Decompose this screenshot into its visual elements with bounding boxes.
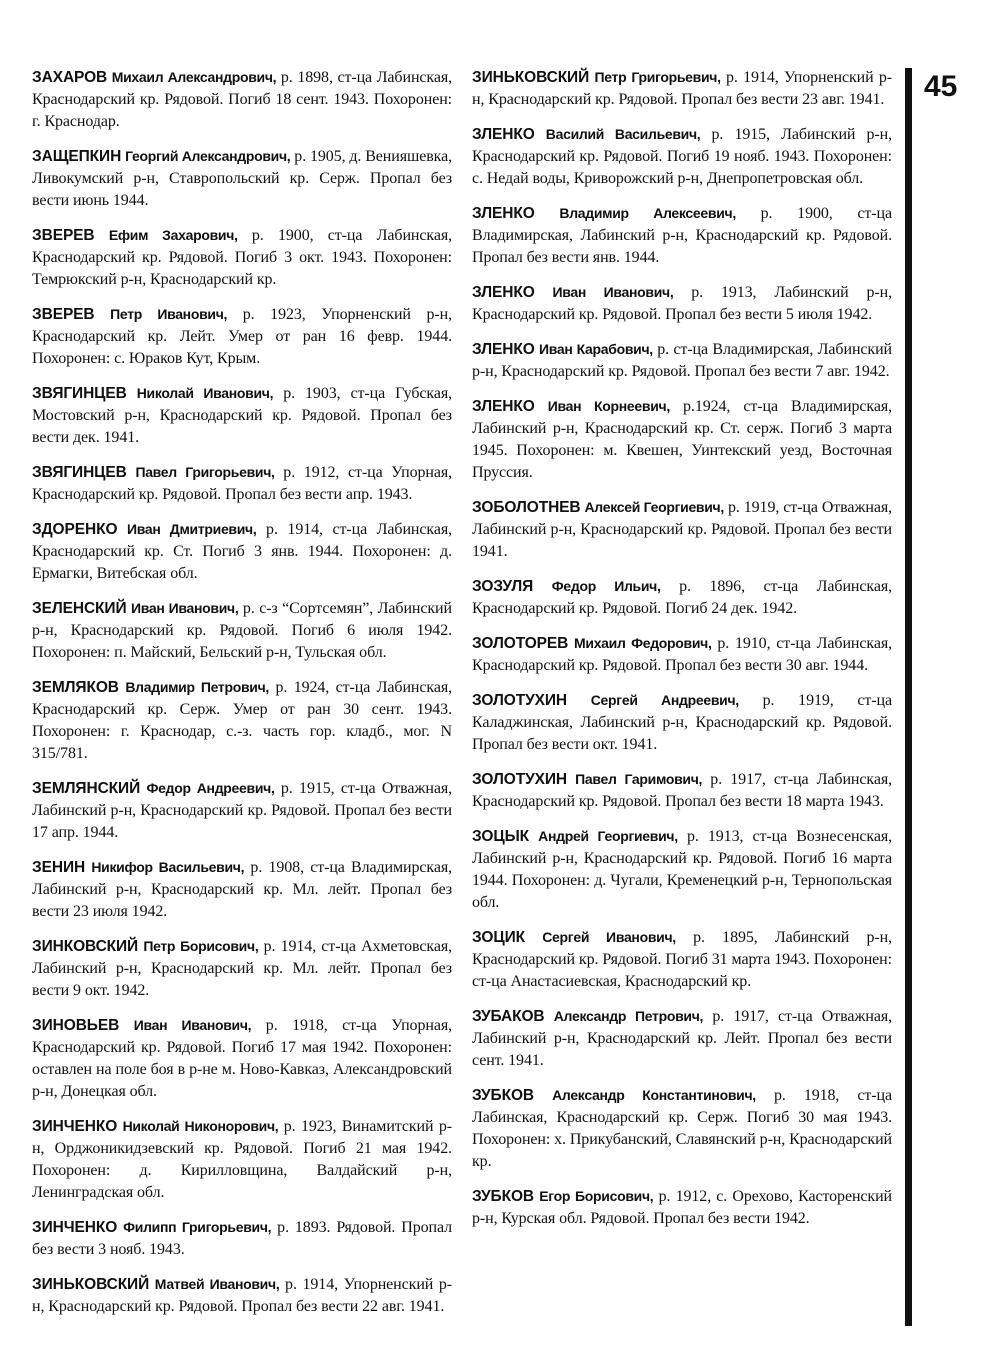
entry-given-name: Иван Дмитриевич, xyxy=(127,521,257,537)
entry-surname: ЗОЦИК xyxy=(472,929,525,946)
entry-details: р. 1915, ст-ца Отважная, Лабинский р-н, Краснодарский кр. Рядовой. Пропал без вести 17 апр. 1944. xyxy=(32,780,452,841)
entry-surname: ЗОЗУЛЯ xyxy=(472,578,534,595)
entry xyxy=(32,461,452,506)
entry-given-name: Михаил Александрович, xyxy=(111,69,277,85)
entry-details: р. 1913, ст-ца Вознесенская, Лабинский р-н, Краснодарский кр. Рядовой. Погиб 16 марта 1944. Похоронен: д. Чугали, Кременецкий р-н, Тернопольская обл. xyxy=(472,828,893,911)
entry-details: р. 1912, ст-ца Упорная, Краснодарский кр. Рядовой. Пропал без вести апр. 1943. xyxy=(32,464,452,503)
entry-surname: ЗЛЕНКО xyxy=(472,341,535,358)
entry-details: р. 1903, ст-ца Губская, Мостовский р-н, Краснодарский кр. Рядовой. Пропал без вести дек. 1941. xyxy=(32,385,453,446)
entry xyxy=(32,382,452,449)
entry-given-name: Федор Ильич, xyxy=(551,578,661,594)
entry-given-name: Андрей Георгиевич, xyxy=(538,828,678,844)
entry-surname: ЗЛЕНКО xyxy=(472,205,535,222)
entry xyxy=(32,676,452,765)
entry-surname: ЗИНКОВСКИЙ xyxy=(32,938,139,955)
entry-surname: ЗОЛОТОРЕВ xyxy=(472,635,569,652)
entry-details: р. 1923, Винамитский р-н, Орджоникидзевский кр. Рядовой. Погиб 21 мая 1942. Похоронен: д. Кирилловщина, Валдайский р-н, Ленинградская обл. xyxy=(32,1118,452,1201)
entry xyxy=(472,338,892,383)
entry-details: р. 1914, ст-ца Лабинская, Краснодарский кр. Ст. Погиб 3 янв. 1944. Похоронен: д. Ермагки, Витебская обл. xyxy=(32,521,452,582)
entry-details: р. ст-ца Владимирская, Лабинский р-н, Краснодарский кр. Рядовой. Пропал без вести 7 авг. 1942. xyxy=(472,341,893,380)
entry-surname: ЗАХАРОВ xyxy=(32,69,108,86)
entry-details: р. 1919, ст-ца Каладжинская, Лабинский р-н, Краснодарский кр. Рядовой. Пропал без вести окт. 1941. xyxy=(472,692,892,753)
entry-details: р. 1914, Упорненский р-н, Краснодарский кр. Рядовой. Пропал без вести 23 авг. 1941. xyxy=(472,69,893,108)
entry-given-name: Александр Константинович, xyxy=(552,1087,756,1103)
entry-given-name: Сергей Андреевич, xyxy=(590,692,739,708)
entry xyxy=(472,66,892,111)
entry-surname: ЗДОРЕНКО xyxy=(32,521,118,538)
right-column xyxy=(472,66,892,1242)
entry-surname: ЗОЦЫК xyxy=(472,828,530,845)
entry xyxy=(472,281,892,326)
entry-given-name: Георгий Александрович, xyxy=(125,148,291,164)
entry xyxy=(32,145,452,212)
entry-given-name: Василий Васильевич, xyxy=(545,126,701,142)
entry-given-name: Петр Иванович, xyxy=(110,306,228,322)
entry-details: р.1924, ст-ца Владимирская, Лабинский р-н, Краснодарский кр. Ст. серж. Погиб 3 марта 1945. Похоронен: м. Квешен, Уинтекский уезд, Восточная Пруссия. xyxy=(472,398,892,481)
entry-surname: ЗУБКОВ xyxy=(472,1188,535,1205)
entry-details: р. 1915, Лабинский р-н, Краснодарский кр. Рядовой. Погиб 19 нояб. 1943. Похоронен: с. Недай воды, Криворожский р-н, Днепропетровская обл. xyxy=(472,126,892,187)
entry-details: р. 1898, ст-ца Лабинская, Краснодарский кр. Рядовой. Погиб 18 сент. 1943. Похоронен: г. Краснодар. xyxy=(32,69,452,130)
entry-details: р. 1908, ст-ца Владимирская, Лабинский р-н, Краснодарский кр. Мл. лейт. Пропал без вести 23 июля 1942. xyxy=(32,859,452,920)
entry-given-name: Иван Иванович, xyxy=(130,600,239,616)
entry-surname: ЗЛЕНКО xyxy=(472,398,535,415)
entry-given-name: Павел Григорьевич, xyxy=(135,464,275,480)
entry xyxy=(32,303,452,370)
entry-given-name: Петр Борисович, xyxy=(143,938,259,954)
entry-surname: ЗВЕРЕВ xyxy=(32,227,95,244)
entry-given-name: Алексей Георгиевич, xyxy=(584,499,724,515)
entry-surname: ЗИНОВЬЕВ xyxy=(32,1017,120,1034)
entry xyxy=(32,1216,452,1261)
entry xyxy=(32,935,452,1002)
entry-details: р. 1919, ст-ца Отважная, Лабинский р-н, Краснодарский кр. Рядовой. Пропал без вести 1941. xyxy=(472,499,892,560)
entry xyxy=(32,1014,452,1103)
entry xyxy=(472,496,892,563)
entry xyxy=(472,123,892,190)
entry-given-name: Иван Иванович, xyxy=(133,1017,252,1033)
entry-surname: ЗИНЧЕНКО xyxy=(32,1118,118,1135)
entry-given-name: Филипп Григорьевич, xyxy=(123,1219,272,1235)
entry-given-name: Петр Григорьевич, xyxy=(594,69,721,85)
entry-details: р. с-з “Сортсемян”, Лабинский р-н, Краснодарский кр. Рядовой. Погиб 6 июля 1942. Похоронен: п. Майский, Бельский р-н, Тульская обл. xyxy=(32,600,452,661)
entry xyxy=(472,395,892,484)
entry-surname: ЗЛЕНКО xyxy=(472,126,535,143)
entry xyxy=(472,202,892,269)
entry-given-name: Александр Петрович, xyxy=(553,1008,704,1024)
entry-surname: ЗУБАКОВ xyxy=(472,1008,545,1025)
entry-details: р. 1917, ст-ца Лабинская, Краснодарский кр. Рядовой. Пропал без вести 18 марта 1943. xyxy=(472,771,892,810)
entry-given-name: Павел Гаримович, xyxy=(575,771,703,787)
entry-details: р. 1923, Упорненский р-н, Краснодарский кр. Лейт. Умер от ран 16 февр. 1944. Похоронен: с. Юраков Кут, Крым. xyxy=(32,306,452,367)
entry-details: р. 1900, ст-ца Владимирская, Лабинский р-н, Краснодарский кр. Рядовой. Пропал без вести янв. 1944. xyxy=(472,205,892,266)
entry-surname: ЗАЩЕПКИН xyxy=(32,148,122,165)
page-number: 45 xyxy=(924,70,958,103)
entry-details: р. 1912, с. Орехово, Касторенский р-н, Курская обл. Рядовой. Пропал без вести 1942. xyxy=(472,1188,893,1227)
entry-surname: ЗЕМЛЯНСКИЙ xyxy=(32,780,141,797)
entry-surname: ЗОБОЛОТНЕВ xyxy=(472,499,581,516)
entry xyxy=(472,689,892,756)
entry xyxy=(472,1185,892,1230)
entry-details: р. 1918, ст-ца Лабинская, Краснодарский кр. Серж. Погиб 30 мая 1943. Похоронен: х. Прикубанский, Славянский р-н, Краснодарский кр. xyxy=(472,1087,892,1170)
entry xyxy=(472,1084,892,1173)
vertical-rule xyxy=(905,68,912,1326)
entry xyxy=(32,777,452,844)
entry-details: р. 1896, ст-ца Лабинская, Краснодарский кр. Рядовой. Погиб 24 дек. 1942. xyxy=(472,578,892,617)
left-column xyxy=(32,66,452,1330)
entry-given-name: Сергей Иванович, xyxy=(542,929,676,945)
entry-surname: ЗИНЬКОВСКИЙ xyxy=(472,69,590,86)
entry-details: р. 1910, ст-ца Лабинская, Краснодарский кр. Рядовой. Пропал без вести 30 авг. 1944. xyxy=(472,635,892,674)
entry-surname: ЗИНЬКОВСКИЙ xyxy=(32,1276,150,1293)
entry-given-name: Николай Иванович, xyxy=(136,385,274,401)
entry xyxy=(472,825,892,914)
entry-surname: ЗОЛОТУХИН xyxy=(472,692,567,709)
entry xyxy=(32,224,452,291)
entry-given-name: Михаил Федорович, xyxy=(574,635,712,651)
entry xyxy=(472,1005,892,1072)
entry-details: р. 1914, Упорненский р-н, Краснодарский кр. Рядовой. Пропал без вести 22 авг. 1941. xyxy=(32,1276,453,1315)
entry xyxy=(32,597,452,664)
entry xyxy=(32,1273,452,1318)
entry-details: р. 1900, ст-ца Лабинская, Краснодарский кр. Рядовой. Погиб 3 окт. 1943. Похоронен: Темрюкский р-н, Краснодарский кр. xyxy=(32,227,452,288)
entry xyxy=(472,768,892,813)
entry-given-name: Егор Борисович, xyxy=(539,1188,654,1204)
entry-surname: ЗЕНИН xyxy=(32,859,86,876)
entry-given-name: Иван Карабович, xyxy=(539,341,653,357)
entry-surname: ЗЛЕНКО xyxy=(472,284,535,301)
entry xyxy=(472,632,892,677)
entry-given-name: Иван Корнеевич, xyxy=(547,398,670,414)
entry xyxy=(472,575,892,620)
entry-surname: ЗЕЛЕНСКИЙ xyxy=(32,600,127,617)
entry-surname: ЗОЛОТУХИН xyxy=(472,771,567,788)
entry-given-name: Владимир Петрович, xyxy=(125,679,270,695)
entry xyxy=(32,856,452,923)
entry-surname: ЗЕМЛЯКОВ xyxy=(32,679,119,696)
entry-given-name: Федор Андреевич, xyxy=(146,780,275,796)
entry-details: р. 1918, ст-ца Упорная, Краснодарский кр. Рядовой. Погиб 17 мая 1942. Похоронен: оставлен на поле боя в р-не м. Ново-Кавказ, Александровский р-н, Донецкая обл. xyxy=(32,1017,452,1100)
entry-surname: ЗУБКОВ xyxy=(472,1087,535,1104)
entry-surname: ЗИНЧЕНКО xyxy=(32,1219,118,1236)
entry xyxy=(32,518,452,585)
entry-details: р. 1924, ст-ца Лабинская, Краснодарский кр. Серж. Умер от ран 30 сент. 1943. Похоронен: г. Краснодар, с.-з. часть гор. кладб., мог. N 315/781. xyxy=(32,679,452,762)
entry-surname: ЗВЯГИНЦЕВ xyxy=(32,385,127,402)
entry-details: р. 1914, ст-ца Ахметовская, Лабинский р-н, Краснодарский кр. Мл. лейт. Пропал без вести 9 окт. 1942. xyxy=(32,938,453,999)
entry-details: р. 1893. Рядовой. Пропал без вести 3 нояб. 1943. xyxy=(32,1219,452,1258)
entry xyxy=(32,1115,452,1204)
entry xyxy=(472,926,892,993)
entry-surname: ЗВЕРЕВ xyxy=(32,306,95,323)
entry-given-name: Никифор Васильевич, xyxy=(91,859,245,875)
entry-given-name: Иван Иванович, xyxy=(552,284,674,300)
entry-given-name: Владимир Алексеевич, xyxy=(559,205,736,221)
entry-surname: ЗВЯГИНЦЕВ xyxy=(32,464,127,481)
entry xyxy=(32,66,452,133)
entry-details: р. 1905, д. Венияшевка, Ливокумский р-н, Ставропольский кр. Серж. Пропал без вести июнь 1944. xyxy=(32,148,452,209)
entry-given-name: Николай Никонорович, xyxy=(122,1118,279,1134)
entry-given-name: Матвей Иванович, xyxy=(154,1276,280,1292)
entry-details: р. 1895, Лабинский р-н, Краснодарский кр. Рядовой. Погиб 31 марта 1943. Похоронен: ст-ца Анастасиевская, Краснодарский кр. xyxy=(472,929,892,990)
entry-given-name: Ефим Захарович, xyxy=(108,227,238,243)
entry-details: р. 1913, Лабинский р-н, Краснодарский кр. Рядовой. Пропал без вести 5 июля 1942. xyxy=(472,284,892,323)
entry-details: р. 1917, ст-ца Отважная, Лабинский р-н, Краснодарский кр. Лейт. Пропал без вести сент. 1941. xyxy=(472,1008,892,1069)
